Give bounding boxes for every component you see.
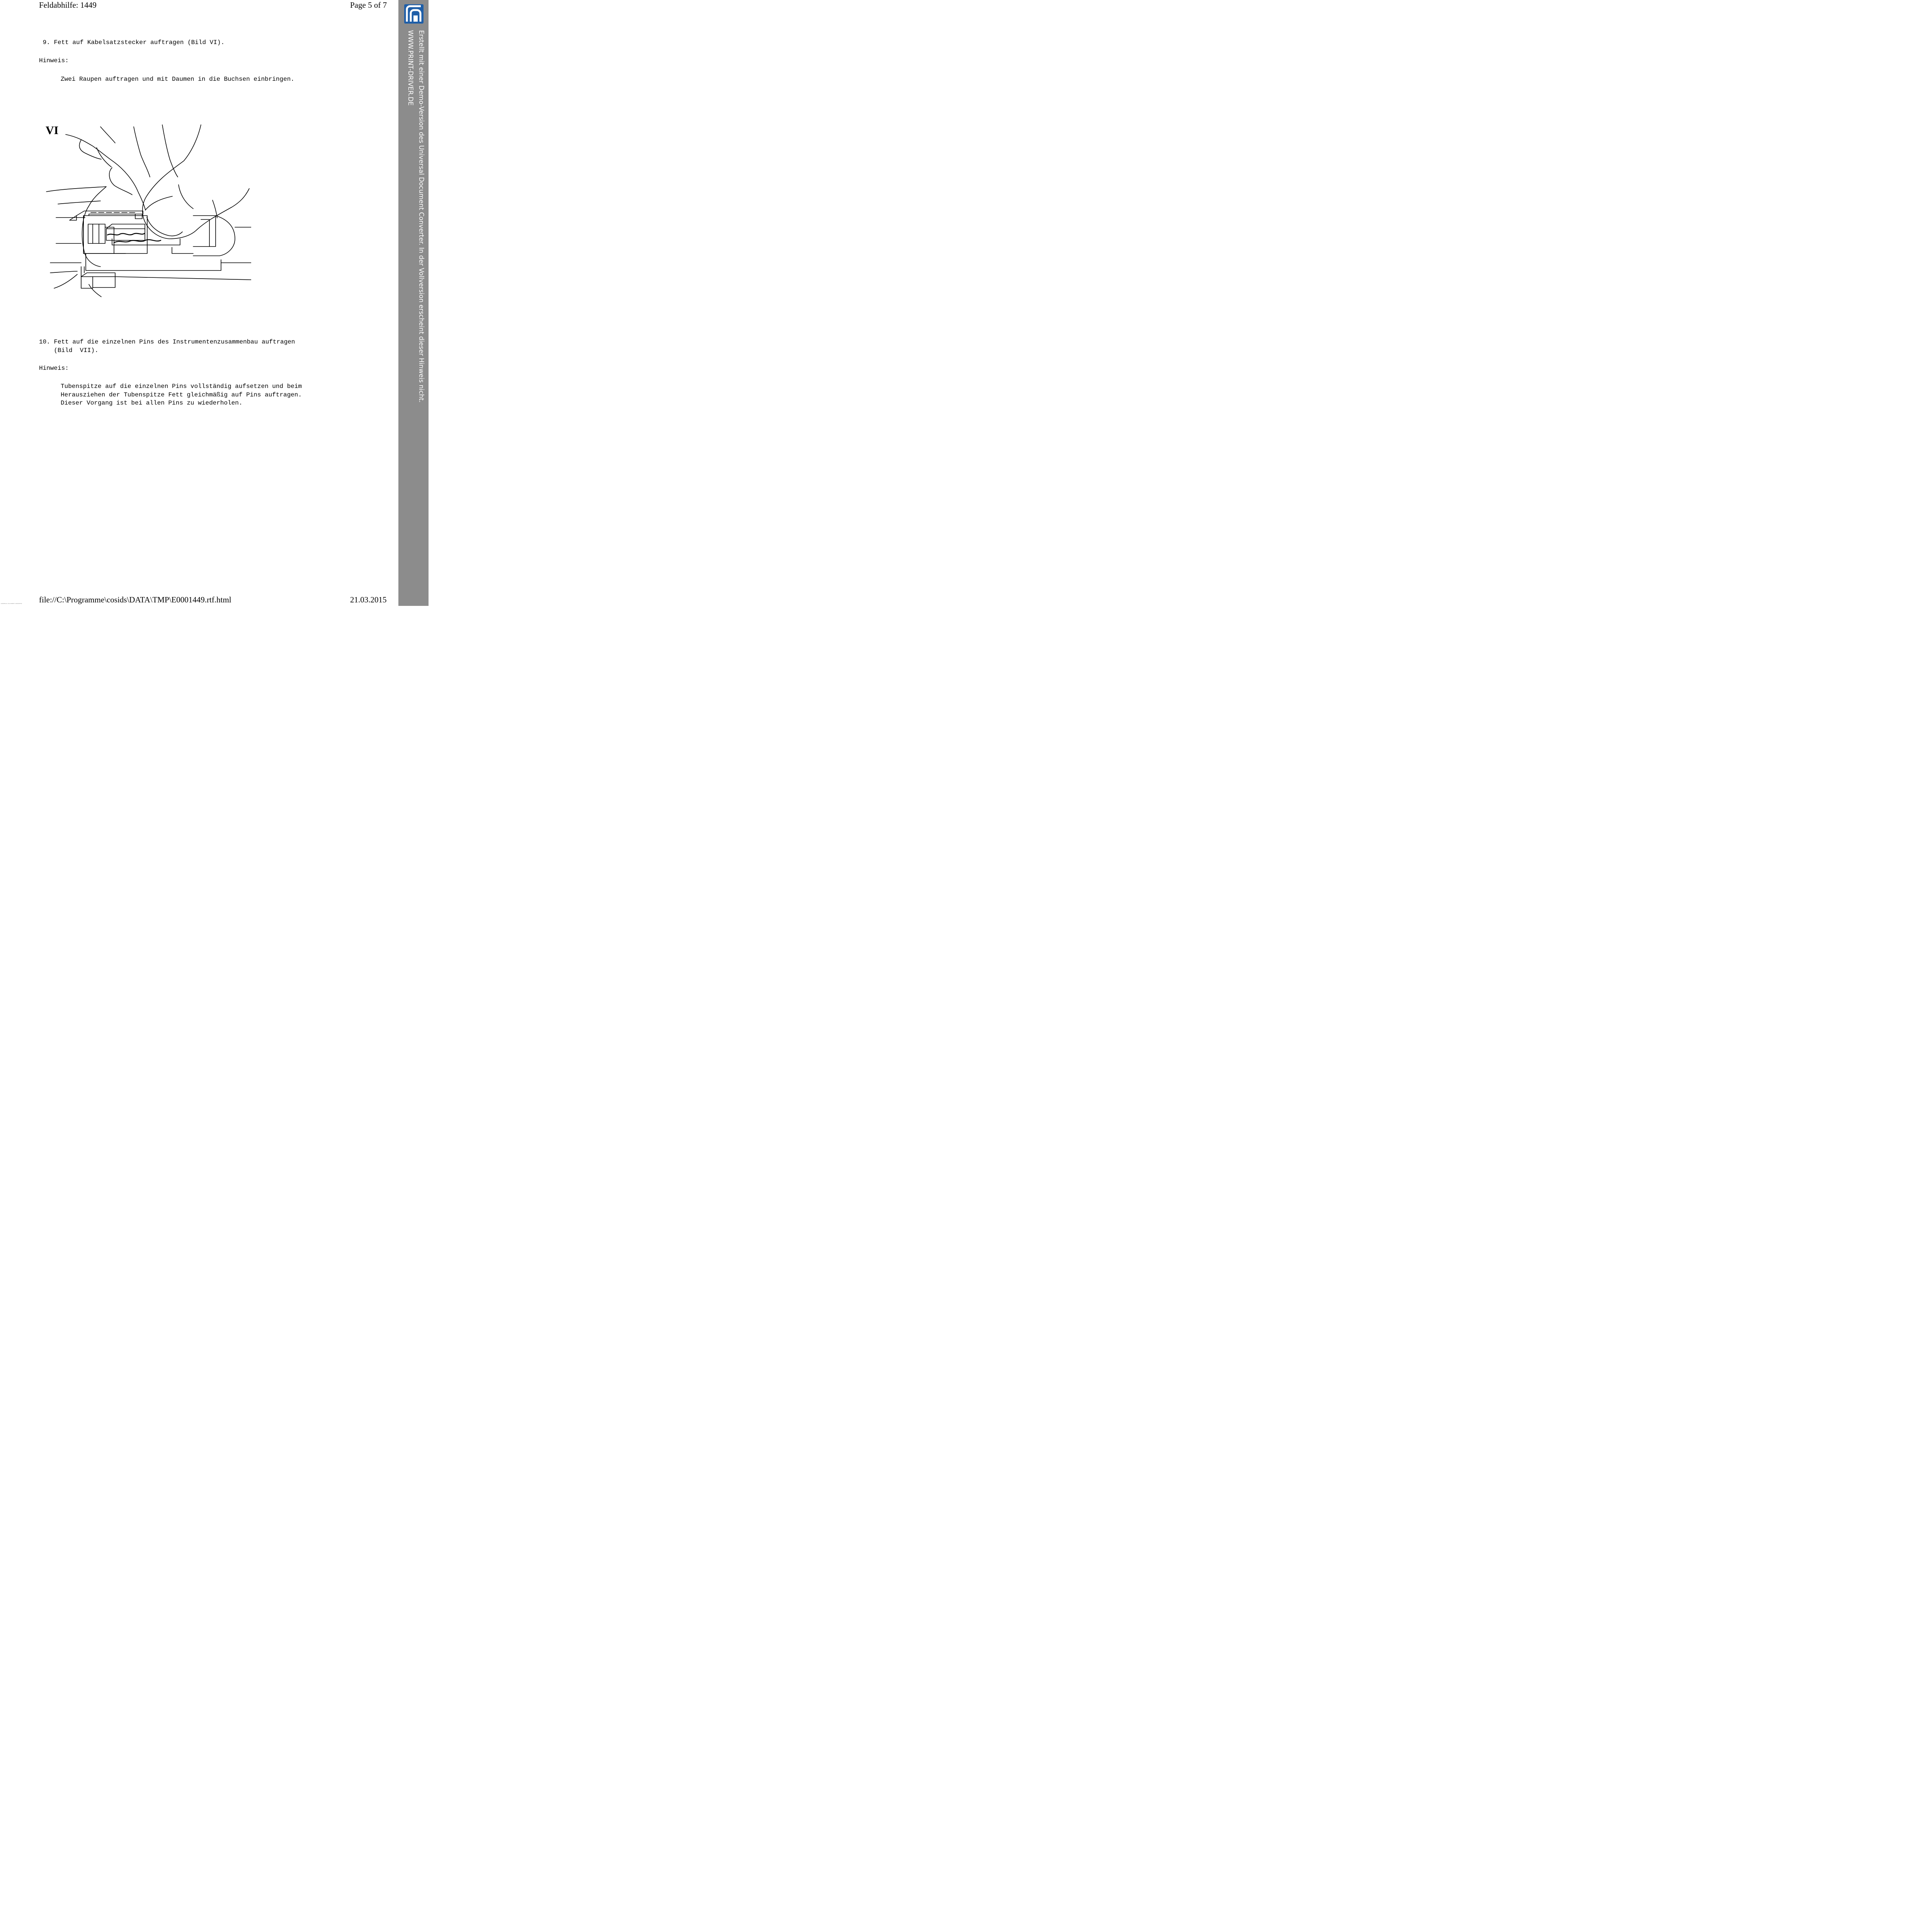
footer-date: 21.03.2015: [350, 595, 387, 604]
watermark-line-1: Erstellt mit einer Demo-Version des Universal Document Converter. In der Vollversion erscheint dieser Hinweis nicht.: [418, 30, 425, 403]
step-10-line-2: (Bild VII).: [39, 347, 99, 354]
figure-vi-illustration: [43, 123, 251, 301]
footer-file-path: file://C:\Programme\cosids\DATA\TMP\E0001449.rtf.html: [39, 595, 231, 604]
hint-label-2: Hinweis:: [39, 365, 69, 372]
figure-label: VI: [46, 124, 59, 137]
converter-logo-icon: [404, 4, 424, 24]
step-10-line-1: 10. Fett auf die einzelnen Pins des Instrumentenzusammenbau auftragen: [39, 338, 295, 345]
connector-grease-drawing: [43, 123, 251, 301]
hint-2-line-3: Dieser Vorgang ist bei allen Pins zu wiederholen.: [61, 400, 243, 406]
hint-1-text: Zwei Raupen auftragen und mit Daumen in die Buchsen einbringen.: [61, 76, 294, 83]
page-number: Page 5 of 7: [350, 0, 387, 10]
watermark-line-2: WWW.PRINT-DRIVER.DE: [407, 30, 414, 106]
hint-2-line-1: Tubenspitze auf die einzelnen Pins vollständig aufsetzen und beim: [61, 383, 302, 390]
hint-label-1: Hinweis:: [39, 57, 69, 64]
step-9-text: 9. Fett auf Kabelsatzstecker auftragen (Bild VI).: [39, 39, 225, 46]
watermark-text: [402, 30, 425, 420]
hint-2-line-2: Herausziehen der Tubenspitze Fett gleichmäßig auf Pins auftragen.: [61, 391, 302, 398]
header-title: Feldabhilfe: 1449: [39, 0, 97, 10]
tiny-footnote: UNIVERSAL DOCUMENT CONVERTER: [1, 603, 22, 604]
